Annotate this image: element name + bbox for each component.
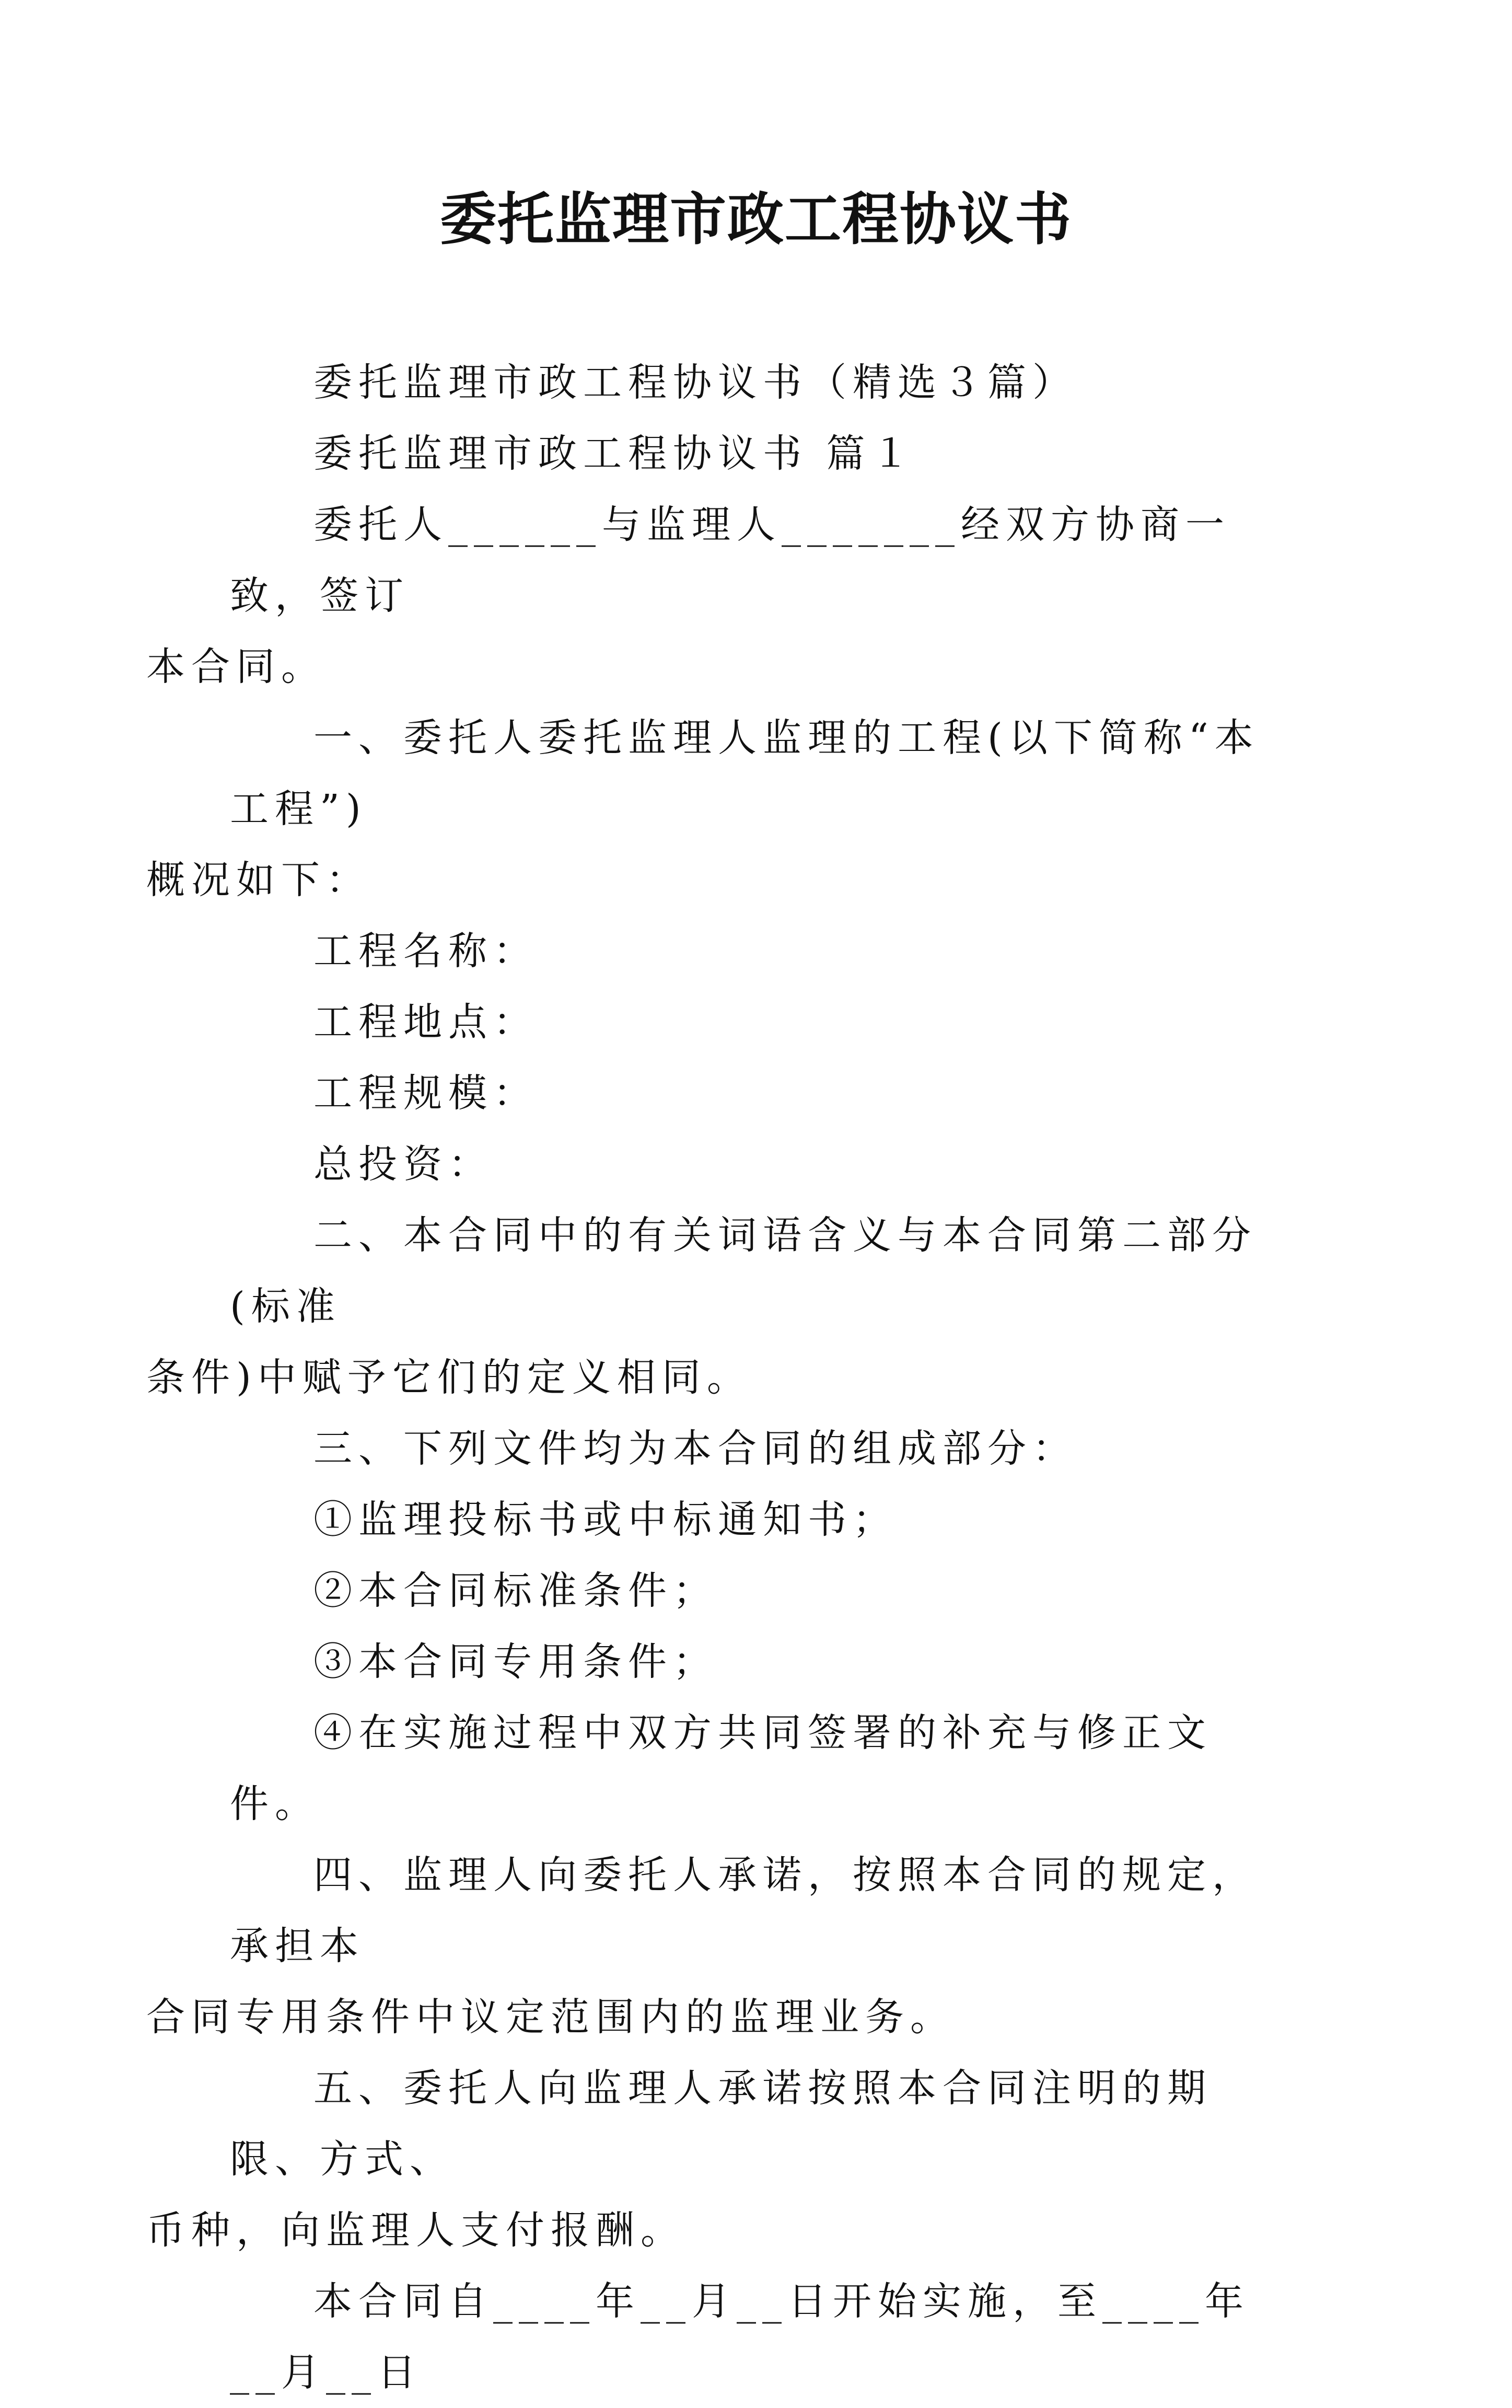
paragraph-item-2	[230, 1555, 1296, 1626]
paragraph-line: 四、监理人向委托人承诺，按照本合同的规定，承担本	[230, 1853, 1257, 1969]
paragraph-parties	[146, 489, 1296, 702]
paragraph-line: ①监理投标书或中标通知书；	[313, 1497, 898, 1542]
paragraph-clause-1	[146, 702, 1296, 916]
paragraph-line: 工程规模：	[313, 1071, 538, 1116]
paragraph-project-scale	[230, 1058, 1296, 1129]
paragraph-clause-4	[146, 1839, 1296, 2053]
paragraph-item-1	[230, 1484, 1296, 1555]
paragraph-line: 总投资：	[313, 1142, 493, 1187]
paragraph-line: 概况如下：	[146, 858, 371, 902]
paragraph-line: 三、下列文件均为本合同的组成部分：	[313, 1426, 1077, 1471]
paragraph-line: ③本合同专用条件；	[313, 1639, 718, 1684]
paragraph-line: 合同专用条件中议定范围内的监理业务。	[146, 1995, 955, 2040]
paragraph-clause-3	[230, 1413, 1296, 1484]
paragraph-line: 二、本合同中的有关词语含义与本合同第二部分(标准	[230, 1213, 1257, 1329]
paragraph-line: 一、委托人委托监理人监理的工程(以下简称“本工程”)	[230, 715, 1260, 831]
paragraph-total-investment	[230, 1129, 1296, 1200]
paragraph-line: 本合同。	[146, 644, 326, 689]
paragraph-line: 委托监理市政工程协议书 篇１	[313, 431, 916, 476]
paragraph-line: 本合同自____年__月__日开始实施，至____年__月__日	[230, 2279, 1250, 2395]
paragraph-item-3	[230, 1626, 1296, 1697]
paragraph-line: 委托人______与监理人_______经双方协商一致，签订	[230, 502, 1230, 618]
paragraph-line: ②本合同标准条件；	[313, 1568, 718, 1613]
paragraph-clause-2	[146, 1200, 1296, 1413]
document-title: 委托监理市政工程协议书	[439, 187, 1072, 252]
paragraph-contract-period	[230, 2266, 1296, 2408]
paragraph-item-4	[230, 1697, 1296, 1839]
paragraph-project-name	[230, 916, 1296, 987]
paragraph-line: 工程名称：	[313, 929, 538, 974]
paragraph-subtitle	[230, 347, 1296, 418]
paragraph-project-location	[230, 987, 1296, 1058]
paragraph-section-heading	[230, 418, 1296, 489]
paragraph-line: 工程地点：	[313, 1000, 538, 1045]
paragraph-line: ④在实施过程中双方共同签署的补充与修正文件。	[230, 1710, 1212, 1826]
paragraph-line: 五、委托人向监理人承诺按照本合同注明的期限、方式、	[230, 2066, 1212, 2182]
paragraph-line: 委托监理市政工程协议书（精选３篇）	[313, 360, 1077, 405]
paragraph-line: 币种，向监理人支付报酬。	[146, 2208, 685, 2253]
paragraph-clause-5	[146, 2053, 1296, 2266]
document-body	[146, 347, 1296, 2408]
paragraph-line: 条件)中赋予它们的定义相同。	[146, 1355, 752, 1400]
